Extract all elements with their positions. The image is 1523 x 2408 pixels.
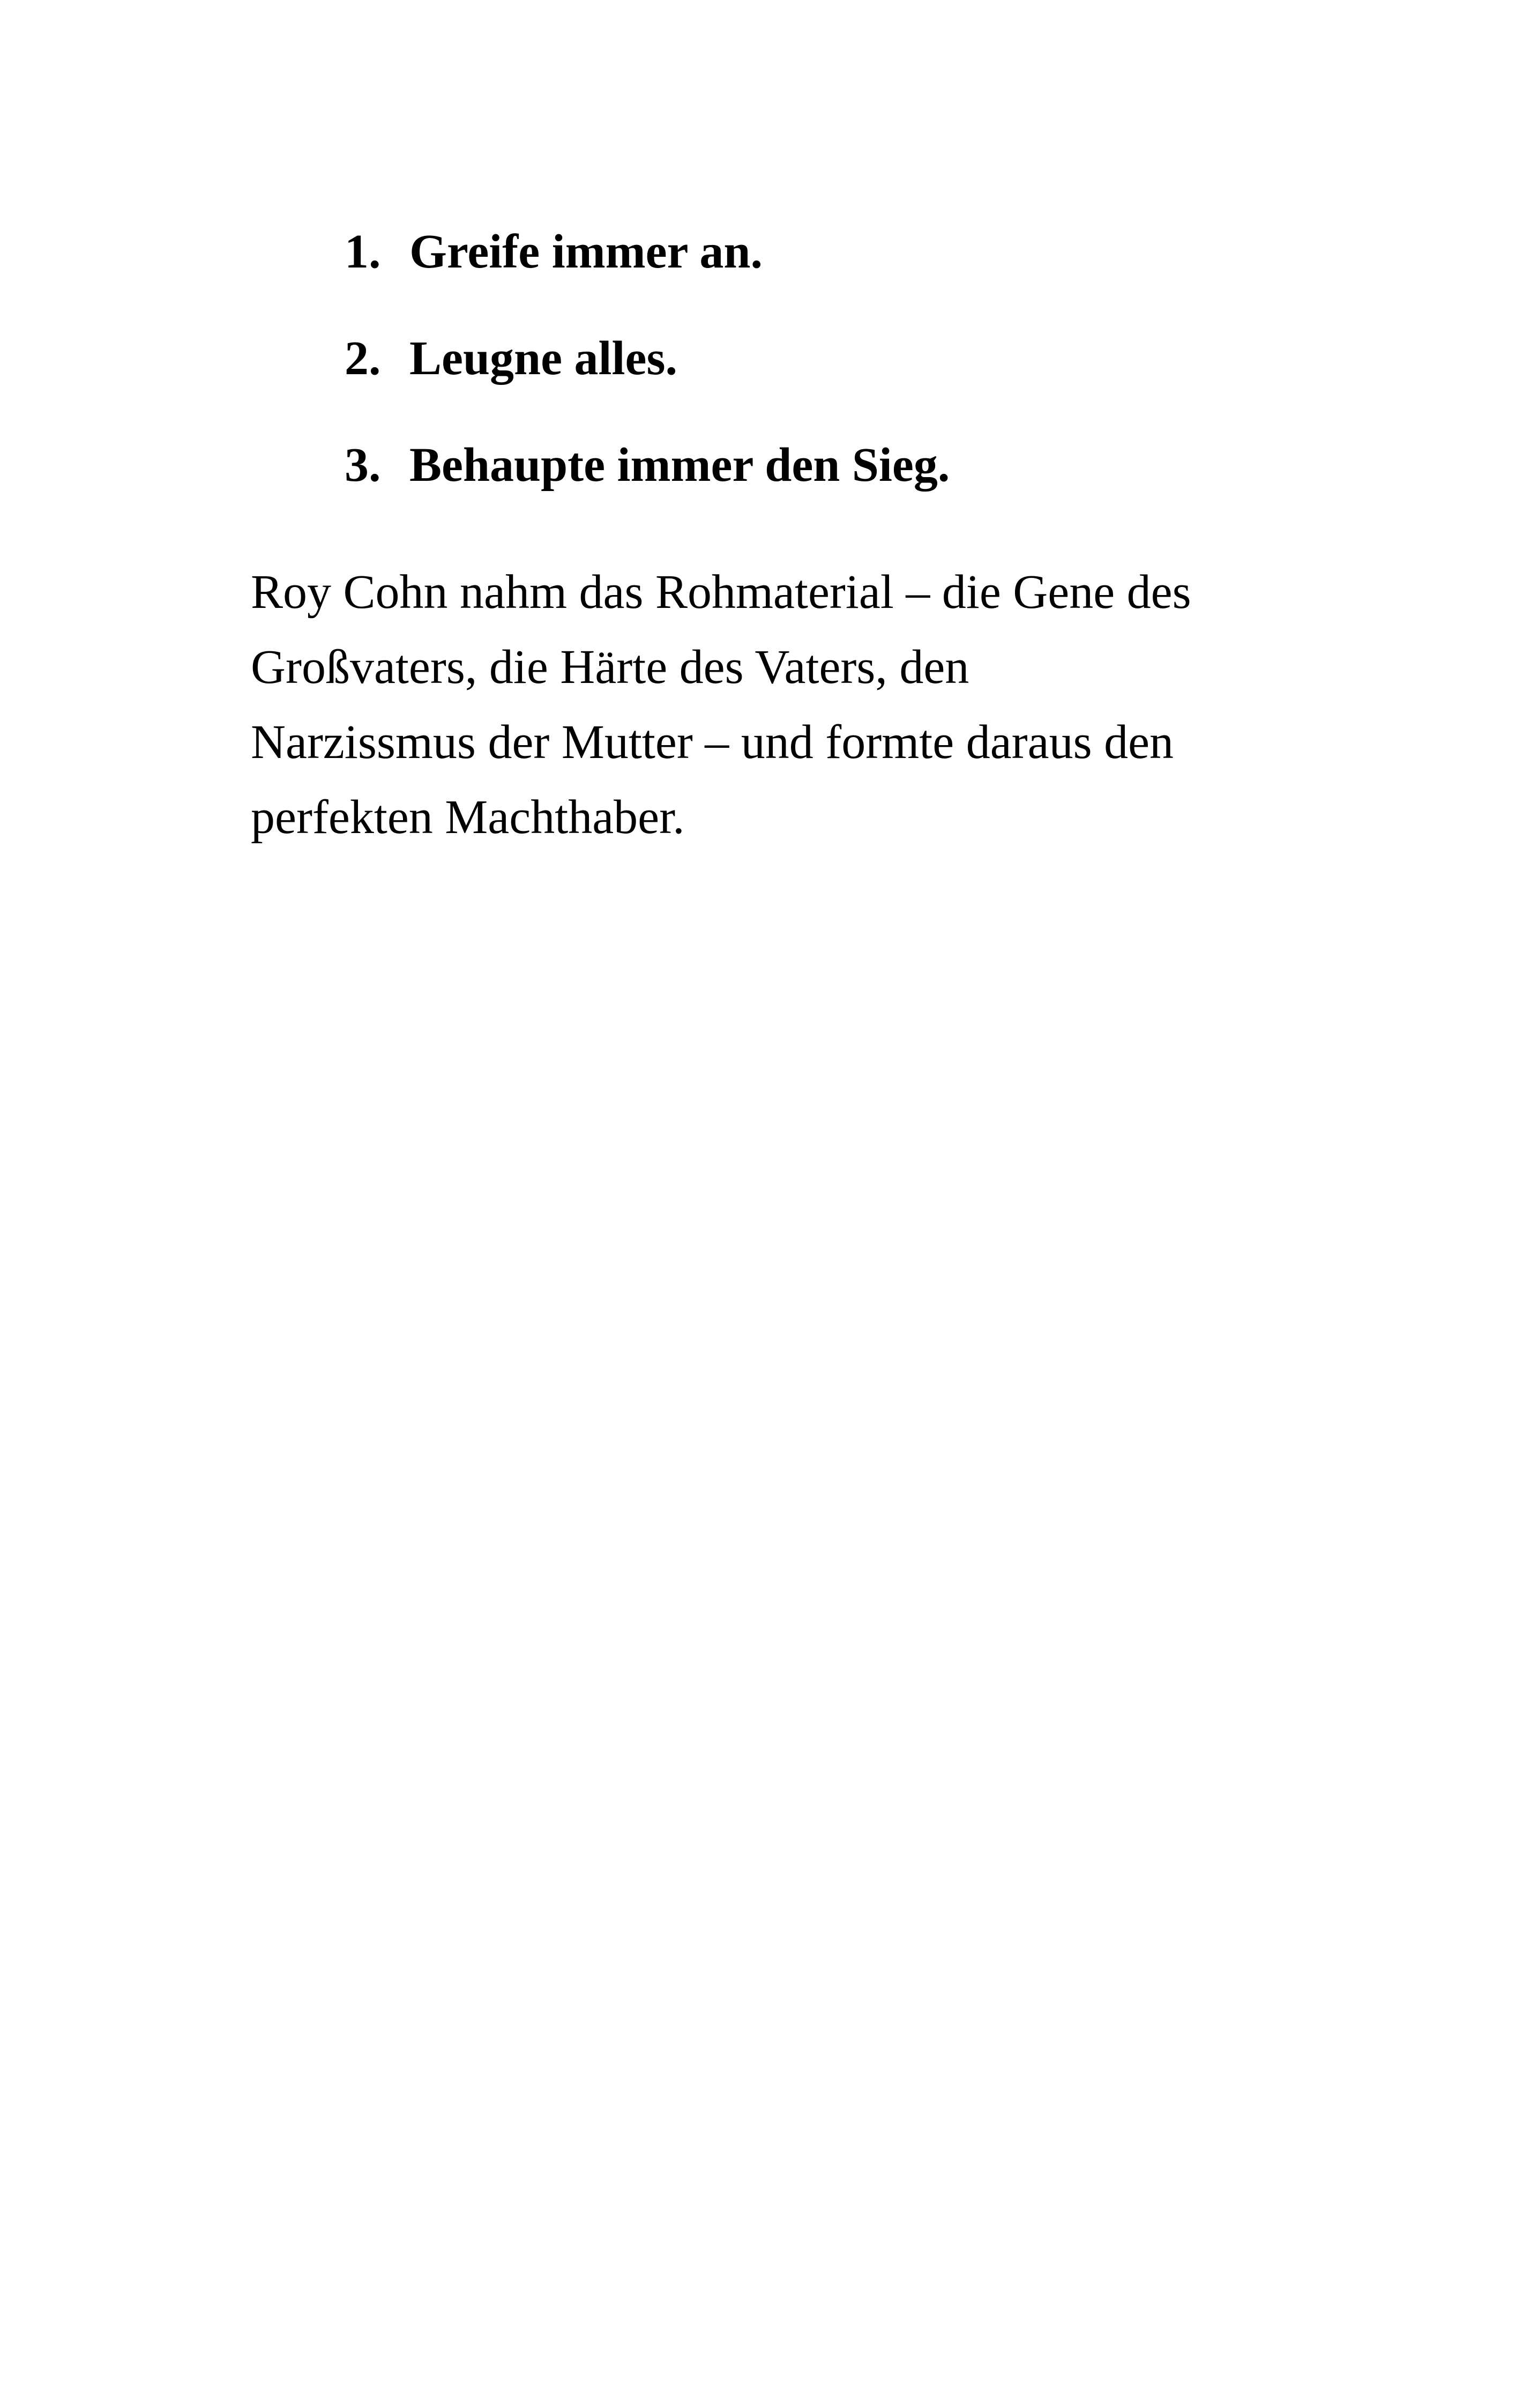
rule-number: 2.	[345, 332, 381, 385]
rule-text: Leugne alles.	[409, 332, 678, 385]
rule-item	[345, 332, 950, 441]
rule-item	[345, 225, 950, 335]
paragraph-line: perfekten Machthaber.	[251, 791, 685, 844]
paragraph-line: Roy Cohn nahm das Rohmaterial – die Gene des	[251, 566, 1191, 619]
rule-number: 3.	[345, 439, 381, 492]
rule-item	[345, 441, 950, 548]
rule-number: 1.	[345, 225, 381, 278]
rules-list	[345, 225, 950, 548]
paragraph-line: Narzissmus der Mutter – und formte daraus den	[251, 716, 1174, 769]
paragraph-line: Großvaters, die Härte des Vaters, den	[251, 641, 969, 694]
rule-text: Greife immer an.	[409, 225, 763, 278]
rule-text: Behaupte immer den Sieg.	[409, 439, 950, 492]
body-paragraph	[251, 555, 1323, 855]
